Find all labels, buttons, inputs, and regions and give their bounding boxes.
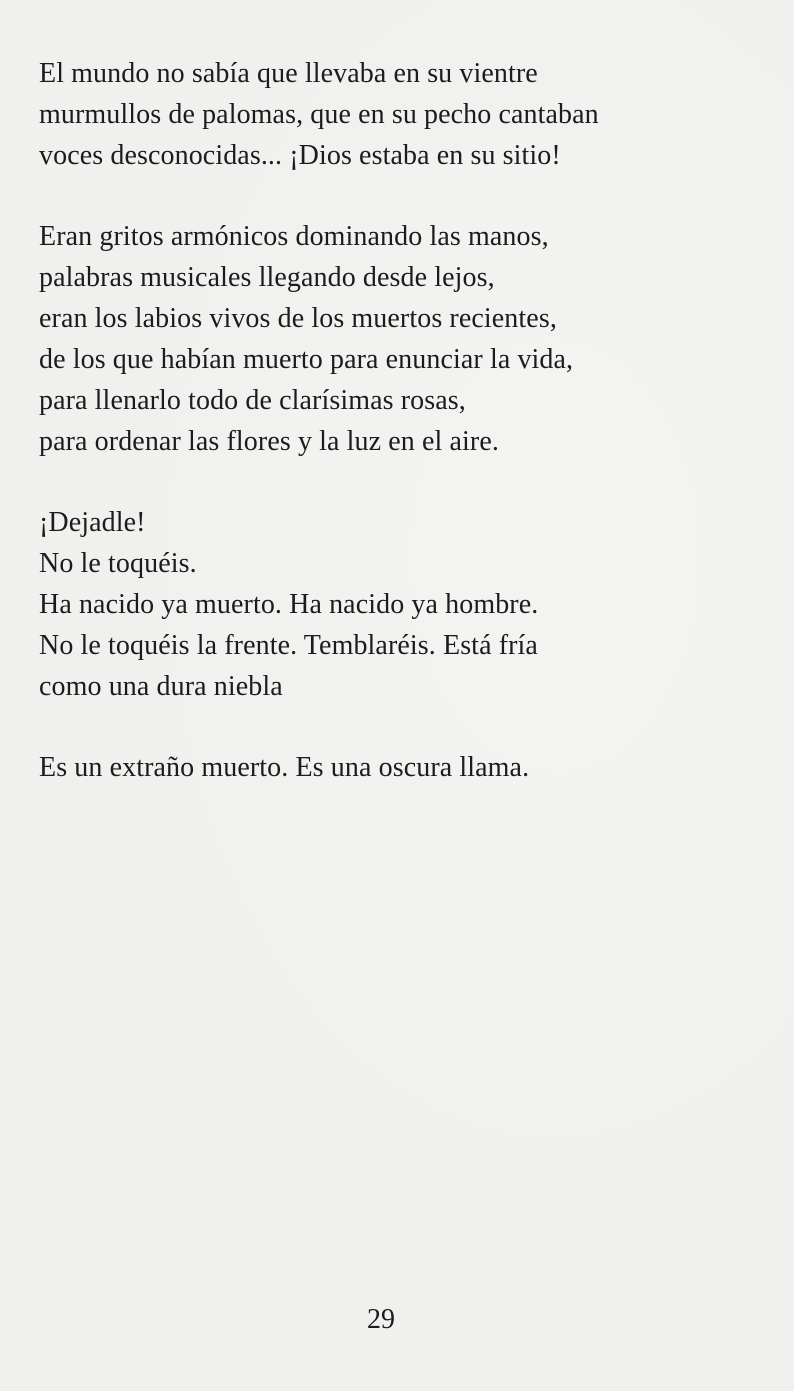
poem-line: como una dura niebla [39, 671, 283, 702]
poem-line: para llenarlo todo de clarísimas rosas, [39, 385, 466, 416]
stanza-3 [39, 502, 759, 707]
poem-line: Es un extraño muerto. Es una oscura llama. [39, 752, 530, 783]
poem-line: Eran gritos armónicos dominando las manos, [39, 221, 549, 252]
poem-line: No le toquéis. [39, 548, 197, 579]
poem-line: eran los labios vivos de los muertos recientes, [39, 303, 557, 334]
stanza-4 [39, 747, 759, 788]
poem-line: Ha nacido ya muerto. Ha nacido ya hombre. [39, 589, 539, 620]
poem-line: voces desconocidas... ¡Dios estaba en su sitio! [39, 140, 561, 171]
poem-line: para ordenar las flores y la luz en el aire. [39, 426, 499, 457]
poem-body [39, 53, 759, 828]
page-number: 29 [367, 1304, 395, 1335]
poem-line: de los que habían muerto para enunciar la vida, [39, 344, 574, 375]
poem-line: palabras musicales llegando desde lejos, [39, 262, 495, 293]
poem-line: murmullos de palomas, que en su pecho cantaban [39, 99, 599, 130]
poem-line: ¡Dejadle! [39, 507, 146, 538]
poem-line: El mundo no sabía que llevaba en su vientre [39, 58, 538, 89]
stanza-2 [39, 216, 759, 462]
stanza-1 [39, 53, 759, 176]
poem-line: No le toquéis la frente. Temblaréis. Está fría [39, 630, 538, 661]
